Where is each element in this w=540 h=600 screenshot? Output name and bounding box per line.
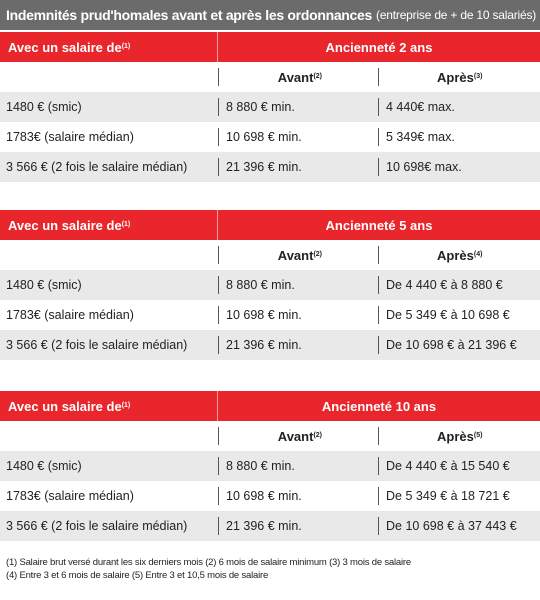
cell-before: 8 880 € min. xyxy=(218,276,378,294)
col-apres: Après (5) xyxy=(378,427,540,445)
cell-after: De 10 698 € à 21 396 € xyxy=(378,336,540,354)
cell-after: 5 349€ max. xyxy=(378,128,540,146)
column-headers xyxy=(0,421,540,451)
cell-salary: 3 566 € (2 fois le salaire médian) xyxy=(6,160,188,174)
col-avant: Avant (2) xyxy=(218,68,378,86)
table-row xyxy=(0,481,540,511)
cell-before: 8 880 € min. xyxy=(218,457,378,475)
cell-salary: 1783€ (salaire médian) xyxy=(6,308,134,322)
header-anciennete: Ancienneté 2 ans xyxy=(325,39,433,55)
header-anciennete: Ancienneté 10 ans xyxy=(321,398,437,414)
cell-after: 10 698€ max. xyxy=(378,158,540,176)
table-header xyxy=(0,210,540,240)
column-headers xyxy=(0,62,540,92)
cell-before: 10 698 € min. xyxy=(218,306,378,324)
cell-salary: 1783€ (salaire médian) xyxy=(6,489,134,503)
cell-after: De 4 440 € à 15 540 € xyxy=(378,457,540,475)
page-subtitle: (entreprise de + de 10 salariés) xyxy=(376,8,537,22)
cell-salary: 1480 € (smic) xyxy=(6,459,82,473)
col-avant: Avant (2) xyxy=(218,246,378,264)
page-title: Indemnités prud'homales avant et après les ordonnances xyxy=(6,7,373,23)
cell-before: 21 396 € min. xyxy=(218,336,378,354)
table-header xyxy=(0,391,540,421)
cell-salary: 1783€ (salaire médian) xyxy=(6,130,134,144)
cell-before: 8 880 € min. xyxy=(218,98,378,116)
table-row xyxy=(0,92,540,122)
column-headers xyxy=(0,240,540,270)
cell-before: 10 698 € min. xyxy=(218,128,378,146)
cell-salary: 3 566 € (2 fois le salaire médian) xyxy=(6,519,188,533)
cell-after: 4 440€ max. xyxy=(378,98,540,116)
header-anciennete: Ancienneté 5 ans xyxy=(325,217,433,233)
cell-salary: 1480 € (smic) xyxy=(6,100,82,114)
table-anciennete-2-ans xyxy=(0,32,540,182)
col-apres: Après (3) xyxy=(378,68,540,86)
col-avant: Avant (2) xyxy=(218,427,378,445)
cell-before: 21 396 € min. xyxy=(218,517,378,535)
footnotes xyxy=(6,556,536,582)
footnote-line: (4) Entre 3 et 6 mois de salaire (5) Entre 3 et 10,5 mois de salaire xyxy=(6,570,269,581)
cell-after: De 5 349 € à 10 698 € xyxy=(378,306,540,324)
cell-after: De 4 440 € à 8 880 € xyxy=(378,276,540,294)
cell-after: De 5 349 € à 18 721 € xyxy=(378,487,540,505)
cell-before: 10 698 € min. xyxy=(218,487,378,505)
cell-salary: 3 566 € (2 fois le salaire médian) xyxy=(6,338,188,352)
table-anciennete-10-ans xyxy=(0,391,540,541)
table-row xyxy=(0,330,540,360)
title-bar xyxy=(0,0,540,30)
cell-salary: 1480 € (smic) xyxy=(6,278,82,292)
table-row xyxy=(0,270,540,300)
footnote-line: (1) Salaire brut versé durant les six derniers mois (2) 6 mois de salaire minimum (3) 3 mois de salaire xyxy=(6,557,411,568)
header-salary: Avec un salaire de (1) xyxy=(0,391,218,421)
table-row xyxy=(0,152,540,182)
header-salary: Avec un salaire de (1) xyxy=(0,210,218,240)
table-header xyxy=(0,32,540,62)
table-row xyxy=(0,300,540,330)
table-row xyxy=(0,122,540,152)
table-row xyxy=(0,451,540,481)
col-apres: Après (4) xyxy=(378,246,540,264)
table-anciennete-5-ans xyxy=(0,210,540,360)
table-row xyxy=(0,511,540,541)
cell-after: De 10 698 € à 37 443 € xyxy=(378,517,540,535)
cell-before: 21 396 € min. xyxy=(218,158,378,176)
header-salary: Avec un salaire de (1) xyxy=(0,32,218,62)
